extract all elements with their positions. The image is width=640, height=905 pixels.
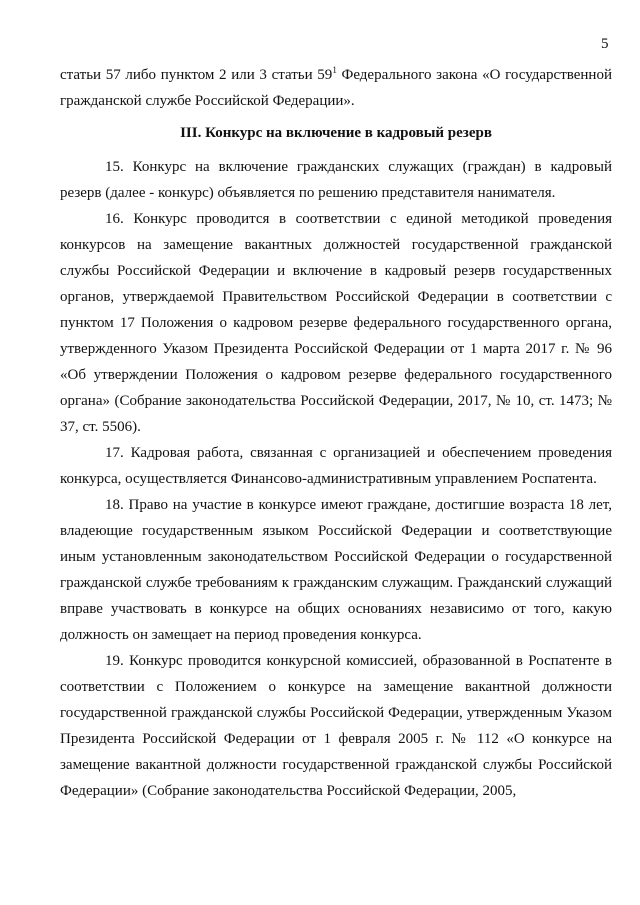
document-body (60, 62, 612, 804)
intro-text-part1: статьи 57 либо пунктом 2 или 3 статьи 59 (60, 67, 333, 83)
intro-paragraph (60, 62, 612, 114)
paragraph-17: 17. Кадровая работа, связанная с организацией и обеспечением проведения конкурса, осуществляется Финансово-административным управлением Роспатента. (60, 445, 612, 487)
section-heading: III. Конкурс на включение в кадровый резерв (180, 125, 492, 141)
page-number: 5 (601, 36, 609, 52)
paragraph-15: 15. Конкурс на включение гражданских служащих (граждан) в кадровый резерв (далее - конкурс) объявляется по решению представителя нанимателя. (60, 159, 612, 201)
paragraph-19: 19. Конкурс проводится конкурсной комиссией, образованной в Роспатенте в соответствии с Положением о конкурсе на замещение вакантной должности государственной гражданской службы Российской Федерации, утвержденным Указом Президента Российской Федерации от 1 февраля 2005 г. № 112 «О конкурсе на замещение вакантной должности государственной гражданской службы Российской Федерации» (Собрание законодательства Российской Федерации, 2005, (60, 653, 612, 799)
intro-text-part2: Федерального закона «О государственной гражданской службе Российской Федерации». (60, 67, 612, 109)
intro-superscript: 1 (332, 65, 337, 75)
paragraph-16: 16. Конкурс проводится в соответствии с единой методикой проведения конкурсов на замещение вакантных должностей государственной гражданской службы Российской Федерации и включение в кадровый резерв государственных органов, утверждаемой Правительством Российской Федерации в соответствии с пунктом 17 Положения о кадровом резерве федерального государственного органа, утвержденного Указом Президента Российской Федерации от 1 марта 2017 г. № 96 «Об утверждении Положения о кадровом резерве федерального государственного органа» (Собрание законодательства Российской Федерации, 2017, № 10, ст. 1473; № 37, ст. 5506). (60, 211, 612, 435)
paragraph-18: 18. Право на участие в конкурсе имеют граждане, достигшие возраста 18 лет, владеющие государственным языком Российской Федерации и соответствующие иным установленным законодательством Российской Федерации о государственной гражданской службе требованиям к гражданским служащим. Гражданский служащий вправе участвовать в конкурсе на общих основаниях независимо от того, какую должность он замещает на период проведения конкурса. (60, 497, 612, 643)
